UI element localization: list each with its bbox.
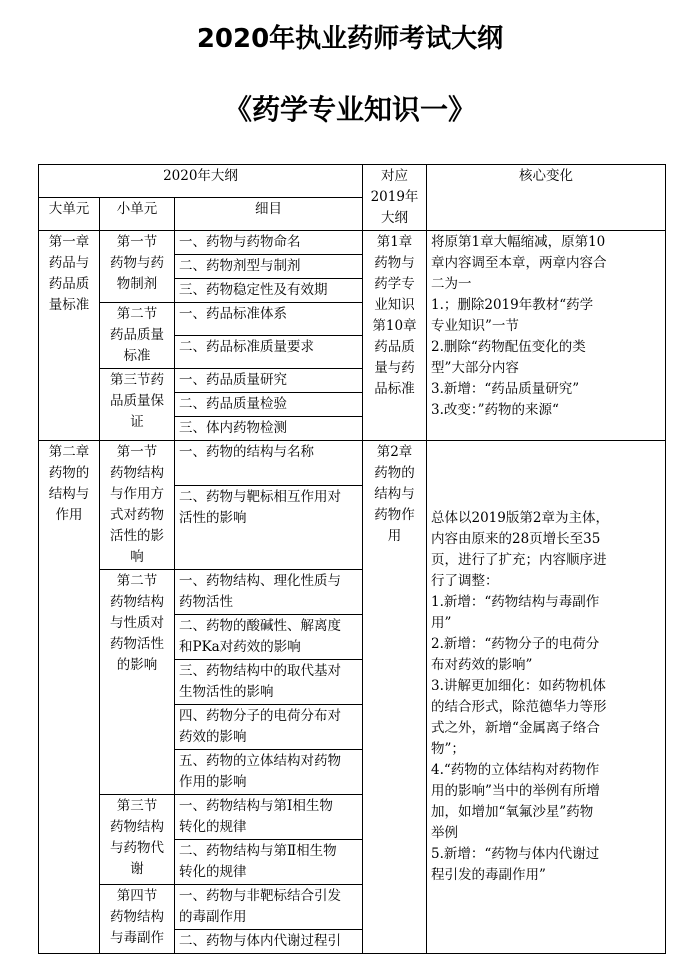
detail-cell — [175, 279, 363, 303]
table-row — [39, 441, 666, 486]
detail-line: 二、药物与体内代谢过程引 — [179, 933, 341, 949]
detail-line: 三、药物稳定性及有效期 — [179, 282, 328, 298]
subunit-cell — [100, 303, 175, 369]
core-change-line: 3.新增：“药品质量研究” — [431, 381, 580, 397]
detail-cell — [175, 336, 363, 369]
core-change-line: 加，如增加“氧氟沙星”药物 — [431, 804, 594, 820]
detail-cell — [175, 795, 363, 840]
ref-2019-line: 药品质 — [374, 339, 415, 355]
ref-2019-line: 药物作 — [374, 507, 415, 523]
detail-line: 药效的影响 — [179, 729, 247, 745]
core-change-line: 物”； — [431, 741, 465, 757]
outline-table-body — [39, 165, 666, 954]
detail-cell — [175, 885, 363, 930]
subunit-name-line: 的影响 — [116, 657, 158, 673]
subunit-cell — [100, 885, 175, 954]
detail-cell — [175, 485, 363, 569]
core-change-line: 1.；删除2019年教材“药学 — [431, 297, 594, 313]
subunit-name-line: 标准 — [123, 348, 151, 364]
detail-line: 二、药物剂型与制剂 — [179, 258, 301, 274]
ref-2019-line: 第2章 — [376, 444, 413, 460]
core-change-line: 行了调整： — [431, 573, 499, 589]
core-change-line: 二为一 — [431, 276, 472, 292]
subunit-name-line: 第三节药 — [110, 372, 164, 388]
detail-line: 和PKa对药效的影响 — [179, 639, 301, 655]
core-change-line: 式之外，新增“金属离子络合 — [431, 720, 600, 736]
detail-cell — [175, 930, 363, 954]
detail-line: 一、药品标准体系 — [179, 306, 287, 322]
subunit-name-line: 第一节 — [116, 444, 158, 460]
detail-line: 三、体内药物检测 — [179, 420, 287, 436]
subunit-name-line: 与毒副作 — [110, 930, 164, 946]
core-change-line: 2.删除“药物配伍变化的类 — [431, 339, 586, 355]
unit-name-line: 结构与 — [48, 486, 90, 502]
detail-line: 生物活性的影响 — [179, 684, 274, 700]
subunit-cell — [100, 570, 175, 795]
unit-name-line: 第二章 — [48, 444, 90, 460]
header-subunit: 小单元 — [100, 198, 175, 231]
core-change-line: 2.新增：“药物分子的电荷分 — [431, 636, 600, 652]
unit-name-line: 量标准 — [48, 297, 90, 313]
document-subtitle: 《药学专业知识一》 — [223, 93, 476, 126]
subunit-name-line: 第一节 — [116, 234, 158, 250]
detail-cell — [175, 303, 363, 336]
ref-2019-line: 药物的 — [374, 465, 415, 481]
subunit-name-line: 药物结构 — [110, 594, 164, 610]
ref-2019-line: 业知识 — [374, 297, 415, 313]
core-change-line: 型”大部分内容 — [431, 360, 519, 376]
core-change-line: 用” — [431, 615, 452, 631]
core-change-line: 1.新增：“药物结构与毒副作 — [431, 594, 600, 610]
detail-line: 一、药物结构与第Ⅰ相生物 — [179, 798, 333, 814]
core-change-line: 举例 — [431, 825, 458, 841]
subunit-name-line: 药物结构 — [110, 819, 164, 835]
detail-cell — [175, 231, 363, 255]
ref-2019-line: 量与药 — [374, 360, 415, 376]
detail-cell — [175, 705, 363, 750]
core-change-line: 3.改变：”药物的来源“ — [431, 402, 559, 418]
core-change-line: 3.讲解更加细化：如药物机体 — [431, 678, 606, 694]
detail-cell — [175, 615, 363, 660]
detail-line: 三、药物结构中的取代基对 — [179, 663, 341, 679]
core-change-cell — [427, 441, 666, 954]
subunit-cell — [100, 231, 175, 303]
detail-line: 一、药物的结构与名称 — [179, 444, 314, 460]
unit-cell — [39, 231, 100, 441]
unit-name-line: 第一章 — [48, 234, 90, 250]
detail-line: 二、药物与靶标相互作用对 — [179, 488, 341, 505]
unit-cell — [39, 441, 100, 954]
subunit-name-line: 证 — [130, 414, 144, 430]
ref-2019-line: 药物与 — [374, 255, 415, 271]
detail-line: 一、药物与非靶标结合引发 — [179, 888, 341, 904]
subunit-name-line: 谢 — [130, 861, 144, 877]
subunit-name-line: 药物结构 — [110, 465, 164, 481]
outline-table — [38, 164, 666, 954]
core-change-line: 将原第1章大幅缩减，原第10 — [431, 234, 606, 250]
detail-cell — [175, 840, 363, 885]
core-change-cell — [427, 231, 666, 441]
subunit-name-line: 药物结构 — [110, 909, 164, 925]
header-row-top — [39, 165, 666, 198]
detail-line: 二、药物结构与第Ⅱ相生物 — [179, 843, 337, 859]
core-change-line: 专业知识”一节 — [431, 318, 519, 334]
detail-line: 药物活性 — [179, 594, 233, 610]
subunit-name-line: 与药物代 — [110, 840, 164, 856]
ref-2019-line: 第10章 — [372, 318, 417, 334]
table-row — [39, 231, 666, 255]
detail-line: 五、药物的立体结构对药物 — [179, 753, 341, 769]
header-corresponding-2019 — [363, 165, 427, 231]
subunit-name-line: 与性质对 — [110, 615, 164, 631]
unit-name-line: 药品质 — [48, 276, 90, 292]
subunit-name-line: 物制剂 — [116, 276, 158, 292]
detail-line: 一、药物与药物命名 — [179, 234, 301, 250]
core-change-line: 5.新增：“药物与体内代谢过 — [431, 846, 600, 862]
subunit-name-line: 药品质量 — [110, 327, 164, 343]
core-change-line: 内容由原来的28页增长至35 — [431, 531, 601, 547]
unit-name-line: 药品与 — [48, 255, 90, 271]
subunit-cell — [100, 795, 175, 885]
header-corresponding-line: 对应 — [381, 168, 408, 184]
core-change-line: 程引发的毒副作用” — [431, 867, 546, 883]
subunit-cell — [100, 369, 175, 441]
subunit-name-line: 第二节 — [116, 573, 158, 589]
subunit-name-line: 第三节 — [116, 798, 158, 814]
subunit-name-line: 品质量保 — [110, 393, 164, 409]
detail-line: 二、药物的酸碱性、解离度 — [179, 618, 341, 634]
detail-cell — [175, 255, 363, 279]
core-change-line: 章内容调至本章，两章内容合 — [431, 255, 607, 271]
core-change-line: 用的影响”当中的举例有所增 — [431, 783, 600, 799]
unit-name-line: 作用 — [55, 507, 83, 523]
detail-line: 一、药品质量研究 — [179, 372, 287, 388]
detail-cell — [175, 660, 363, 705]
core-change-line: 布对药效的影响” — [431, 657, 533, 673]
detail-line: 二、药品标准质量要求 — [179, 339, 314, 355]
core-change-line: 的结合形式，除范德华力等形 — [431, 699, 607, 715]
detail-line: 转化的规律 — [179, 819, 247, 835]
header-detail: 细目 — [175, 198, 363, 231]
detail-cell — [175, 417, 363, 441]
subunit-cell — [100, 441, 175, 570]
detail-line: 的毒副作用 — [179, 909, 247, 925]
detail-cell — [175, 570, 363, 615]
subunit-name-line: 第二节 — [116, 306, 158, 322]
detail-cell — [175, 750, 363, 795]
detail-line: 一、药物结构、理化性质与 — [179, 573, 341, 589]
core-change-line: 页，进行了扩充；内容顺序进 — [431, 552, 607, 568]
detail-cell — [175, 393, 363, 417]
ref-2019-line: 用 — [387, 528, 402, 544]
header-corresponding-line: 2019年 — [370, 189, 419, 205]
document-title: 2020年执业药师考试大纲 — [196, 24, 504, 54]
ref-2019-cell — [363, 231, 427, 441]
header-corresponding-line: 大纲 — [381, 210, 408, 226]
core-change-line: 4.“药物的立体结构对药物作 — [431, 762, 600, 778]
header-core-change: 核心变化 — [427, 165, 666, 231]
unit-name-line: 药物的 — [48, 465, 90, 481]
ref-2019-line: 结构与 — [374, 486, 415, 502]
subunit-name-line: 第四节 — [116, 888, 158, 904]
ref-2019-line: 第1章 — [376, 234, 413, 250]
detail-cell — [175, 369, 363, 393]
header-outline-2020: 2020年大纲 — [39, 165, 363, 198]
detail-line: 活性的影响 — [179, 509, 247, 526]
detail-cell — [175, 441, 363, 486]
ref-2019-line: 药学专 — [374, 276, 415, 292]
core-change-line: 总体以2019版第2章为主体， — [431, 510, 609, 526]
header-unit: 大单元 — [39, 198, 100, 231]
detail-line: 转化的规律 — [179, 864, 247, 880]
detail-line: 作用的影响 — [179, 774, 247, 790]
subunit-name-line: 药物与药 — [110, 255, 164, 271]
ref-2019-line: 品标准 — [374, 381, 415, 397]
subunit-name-line: 与作用方 — [110, 486, 164, 502]
detail-line: 四、药物分子的电荷分布对 — [179, 708, 341, 724]
subunit-name-line: 式对药物 — [110, 507, 164, 523]
subunit-name-line: 响 — [130, 549, 144, 565]
subunit-name-line: 活性的影 — [110, 528, 164, 544]
ref-2019-cell — [363, 441, 427, 954]
detail-line: 二、药品质量检验 — [179, 396, 287, 412]
subunit-name-line: 药物活性 — [110, 636, 164, 652]
